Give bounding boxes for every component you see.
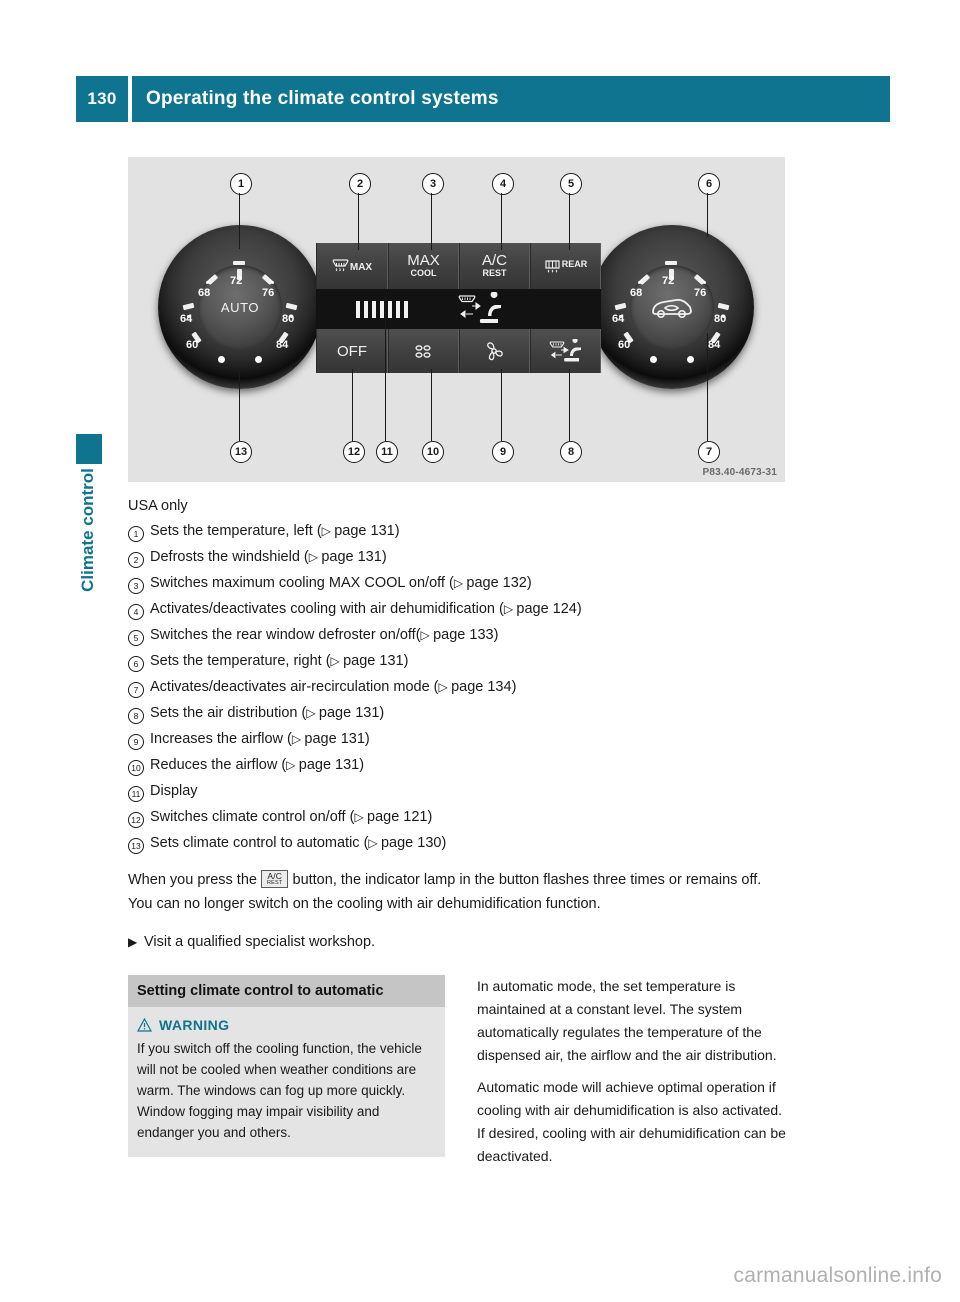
page-header [76, 76, 890, 122]
reduce-airflow-icon [413, 344, 433, 359]
air-distribution-button[interactable] [530, 329, 601, 373]
legend-item-number: 6 [128, 656, 144, 672]
legend-item-text [150, 726, 788, 752]
chapter-side-tab [76, 434, 102, 592]
action-bullet [128, 930, 788, 954]
temp-tick-84: 84 [276, 339, 289, 351]
climate-control-panel-figure [128, 157, 785, 482]
legend-item-text [150, 804, 788, 830]
leader-2 [358, 193, 359, 250]
legend-item-description: Sets the temperature, right ( [150, 653, 331, 669]
reduce-airflow-button[interactable] [388, 329, 459, 373]
bottom-button-row [316, 329, 601, 373]
legend-item-marker [128, 752, 150, 778]
off-label: OFF [336, 342, 367, 360]
description-paragraph-1: In automatic mode, the set temperature is maintained at a constant level. The system automatically regulates the temperature of the dispensed air, the airflow and the air distribution. [476, 978, 777, 1063]
legend-item-marker [128, 596, 150, 622]
max-cool-label-top: MAX [407, 252, 440, 270]
page-reference: page 124 [516, 601, 577, 617]
page-reference: page 121 [367, 809, 428, 825]
leader-1 [239, 193, 240, 249]
page-number: 130 [76, 76, 128, 122]
legend-item-number: 11 [128, 786, 144, 802]
rear-defrost-button[interactable] [530, 243, 601, 289]
legend-item-description: Switches the rear window defroster on/off( [150, 627, 421, 643]
legend-item-text [150, 648, 788, 674]
leader-4 [501, 193, 502, 250]
page-ref-arrow-icon: ▷ [321, 524, 335, 538]
callout-11: 11 [376, 441, 398, 463]
legend-item [128, 518, 788, 544]
temp-tick-64-right: 64 [612, 313, 625, 325]
legend-item-marker [128, 544, 150, 570]
figure-id: P83.40-4673-31 [702, 467, 777, 478]
page-ref-close: ) [394, 523, 400, 539]
page-reference: page 131 [343, 653, 404, 669]
inline-button-label-bottom: REST [267, 879, 283, 886]
page-ref-arrow-icon: ▷ [420, 628, 434, 642]
page-ref-close: ) [511, 679, 517, 695]
legend-item-number: 3 [128, 578, 144, 594]
windshield-defrost-icon [332, 259, 349, 273]
callout-5: 5 [560, 173, 582, 195]
legend-item-text [150, 544, 788, 570]
callout-13: 13 [230, 441, 252, 463]
page-ref-arrow-icon: ▷ [354, 810, 367, 824]
temp-tick-60-right: 60 [618, 339, 631, 351]
legend-item-marker [128, 700, 150, 726]
max-cool-button[interactable] [388, 243, 459, 289]
callout-7: 7 [698, 441, 720, 463]
paragraph-after-button: button, the indicator lamp in the button flashes three times or remains off. You can no longer switch on the cooling with air dehumidification function. [128, 872, 762, 912]
temp-tick-64: 64 [180, 313, 193, 325]
page-ref-arrow-icon: ▷ [286, 758, 299, 772]
warning-triangle-icon [137, 1018, 152, 1032]
temp-tick-80-right: 80 [714, 313, 727, 325]
legend-item [128, 700, 788, 726]
defrost-max-button[interactable] [316, 243, 388, 289]
page-ref-close: ) [403, 653, 409, 669]
page-ref-close: ) [576, 601, 582, 617]
left-temperature-knob [158, 225, 322, 389]
legend-item-marker [128, 518, 150, 544]
legend-item-marker [128, 778, 150, 804]
callout-6: 6 [698, 173, 720, 195]
legend-item [128, 648, 788, 674]
page-reference: page 133 [433, 627, 494, 643]
warning-header [137, 1017, 436, 1033]
page-ref-close: ) [441, 835, 447, 851]
legend-item-number: 13 [128, 838, 144, 854]
legend-item-text [150, 518, 788, 544]
legend-item-description: Switches climate control on/off ( [150, 809, 355, 825]
legend-item-text [150, 778, 788, 804]
legend-item-marker [128, 674, 150, 700]
temp-tick-84-right: 84 [708, 339, 721, 351]
callout-1: 1 [230, 173, 252, 195]
defrost-max-label: MAX [349, 262, 373, 273]
callout-4: 4 [492, 173, 514, 195]
leader-3 [431, 193, 432, 250]
air-distribution-icon [548, 339, 582, 363]
page-reference: page 131 [318, 705, 380, 721]
legend-item-number: 2 [128, 552, 144, 568]
temp-tick-68-right: 68 [630, 287, 643, 299]
temp-tick-68: 68 [198, 287, 211, 299]
legend-item-text [150, 622, 788, 648]
legend-item-number: 7 [128, 682, 144, 698]
climate-display [316, 289, 601, 329]
leader-11 [385, 297, 386, 441]
legend-item-marker [128, 804, 150, 830]
ac-rest-label-top: A/C [481, 252, 507, 270]
legend-list [128, 518, 788, 856]
legend-item [128, 622, 788, 648]
page-reference: page 131 [321, 549, 382, 565]
inline-button-label-top: A/C [267, 871, 283, 882]
callout-2: 2 [349, 173, 371, 195]
legend-item-number: 1 [128, 526, 144, 542]
legend-item-marker [128, 570, 150, 596]
legend-item-text [150, 752, 788, 778]
callout-3: 3 [422, 173, 444, 195]
page-ref-close: ) [493, 627, 499, 643]
page-ref-close: ) [359, 757, 365, 773]
legend-item [128, 778, 788, 804]
page-reference: page 131 [298, 757, 360, 773]
page-ref-close: ) [364, 731, 370, 747]
temp-tick-80: 80 [282, 313, 295, 325]
fan-icon [482, 340, 506, 362]
legend-item-description: Increases the airflow ( [150, 731, 292, 747]
temp-tick-72: 72 [230, 275, 243, 287]
legend-item-number: 10 [128, 760, 144, 776]
page-ref-close: ) [379, 705, 385, 721]
legend-item-text [150, 830, 788, 856]
right-temperature-knob [590, 225, 754, 389]
ac-rest-label-bottom: REST [482, 268, 507, 279]
page-ref-arrow-icon: ▷ [368, 836, 381, 850]
leader-6 [707, 193, 708, 237]
legend-item-number: 12 [128, 812, 144, 828]
description-paragraph-2: Automatic mode will achieve optimal operation if cooling with air dehumidification is also activated. If desired, cooling with air dehumidification can be deactivated. [476, 1079, 786, 1164]
legend-item-text [150, 596, 788, 622]
watermark: carmanualsonline.info [733, 1264, 942, 1287]
airflow-bars [356, 301, 408, 318]
legend-item-marker [128, 830, 150, 856]
page-ref-arrow-icon: ▷ [438, 680, 452, 694]
legend-item-description: Switches maximum cooling MAX COOL on/off ( [150, 575, 454, 591]
legend-item-text [150, 570, 788, 596]
legend-item-number: 9 [128, 734, 144, 750]
ac-rest-paragraph [128, 868, 788, 916]
legend-item [128, 570, 788, 596]
ac-rest-button[interactable] [459, 243, 530, 289]
leader-12 [352, 369, 353, 441]
bottom-columns [128, 975, 788, 1177]
page-ref-arrow-icon: ▷ [308, 550, 322, 564]
warning-text: If you switch off the cooling function, the vehicle will not be cooled when weather conditions are warm. The windows can fog up more quickly. Window fogging may impair visibility and endanger you and others. [137, 1041, 422, 1140]
legend-item-description: Activates/deactivates cooling with air dehumidification ( [150, 601, 504, 617]
temp-tick-76: 76 [262, 287, 275, 299]
page-ref-arrow-icon: ▷ [330, 654, 344, 668]
legend-item-description: Sets the temperature, left ( [150, 523, 322, 539]
legend-item-text [150, 700, 788, 726]
legend-item [128, 830, 788, 856]
page-ref-close: ) [526, 575, 532, 591]
legend-item [128, 596, 788, 622]
leader-10 [431, 369, 432, 441]
callout-8: 8 [560, 441, 582, 463]
side-tab-label: Climate control [78, 468, 97, 592]
page-title: Operating the climate control systems [132, 76, 890, 122]
bullet-triangle-icon: ▶ [128, 935, 138, 949]
legend-item-description: Defrosts the windshield ( [150, 549, 309, 565]
callout-10: 10 [422, 441, 444, 463]
legend-item [128, 674, 788, 700]
page-reference: page 131 [304, 731, 365, 747]
legend-item-description: Display [150, 783, 198, 799]
legend-item-marker [128, 648, 150, 674]
temp-tick-60: 60 [186, 339, 199, 351]
page-reference: page 131 [334, 523, 395, 539]
legend-item-description: Activates/deactivates air-recirculation mode ( [150, 679, 439, 695]
legend-item [128, 726, 788, 752]
legend-item [128, 752, 788, 778]
page-reference: page 130 [380, 835, 442, 851]
usa-only-note: USA only [128, 498, 188, 514]
increase-airflow-button[interactable] [459, 329, 530, 373]
legend-item-marker [128, 622, 150, 648]
page-reference: page 132 [466, 575, 527, 591]
bullet-text: Visit a qualified specialist workshop. [144, 934, 376, 950]
leader-7 [707, 333, 708, 441]
legend-item-number: 4 [128, 604, 144, 620]
legend-item-number: 8 [128, 708, 144, 724]
paragraph-before-button: When you press the [128, 872, 257, 888]
legend-item-description: Reduces the airflow ( [150, 757, 287, 773]
page-ref-arrow-icon: ▷ [503, 602, 517, 616]
legend-item [128, 544, 788, 570]
rear-defrost-label: REAR [561, 259, 588, 269]
page-ref-arrow-icon: ▷ [306, 706, 319, 720]
leader-13 [239, 369, 240, 441]
leader-9 [501, 369, 502, 441]
legend-item-description: Sets the air distribution ( [150, 705, 307, 721]
section-heading: Setting climate control to automatic [128, 975, 445, 1007]
air-recirculation-icon [650, 295, 694, 319]
page-ref-close: ) [427, 809, 433, 825]
legend-item-description: Sets climate control to automatic ( [150, 835, 369, 851]
center-console [316, 243, 601, 373]
leader-8 [569, 369, 570, 441]
warning-label: WARNING [159, 1017, 230, 1033]
legend-item-marker [128, 726, 150, 752]
content-area [128, 498, 788, 954]
page-reference: page 134 [451, 679, 512, 695]
page-ref-close: ) [381, 549, 387, 565]
warning-box [128, 1007, 445, 1157]
legend-item [128, 804, 788, 830]
temp-tick-76-right: 76 [694, 287, 707, 299]
callout-9: 9 [492, 441, 514, 463]
rear-window-defrost-icon [544, 259, 561, 273]
climate-off-button[interactable] [316, 329, 388, 373]
max-cool-label-bottom: COOL [410, 268, 437, 279]
auto-label: AUTO [220, 299, 260, 315]
legend-item-number: 5 [128, 630, 144, 646]
page-ref-arrow-icon: ▷ [291, 732, 305, 746]
leader-5 [569, 193, 570, 250]
callout-12: 12 [343, 441, 365, 463]
page-ref-arrow-icon: ▷ [453, 576, 467, 590]
temp-tick-72-right: 72 [662, 275, 675, 287]
air-distribution-indicator-icon [454, 292, 506, 326]
ac-rest-inline-button-icon [261, 870, 288, 888]
warning-column [128, 975, 445, 1177]
description-column [477, 975, 788, 1177]
legend-item-text [150, 674, 788, 700]
